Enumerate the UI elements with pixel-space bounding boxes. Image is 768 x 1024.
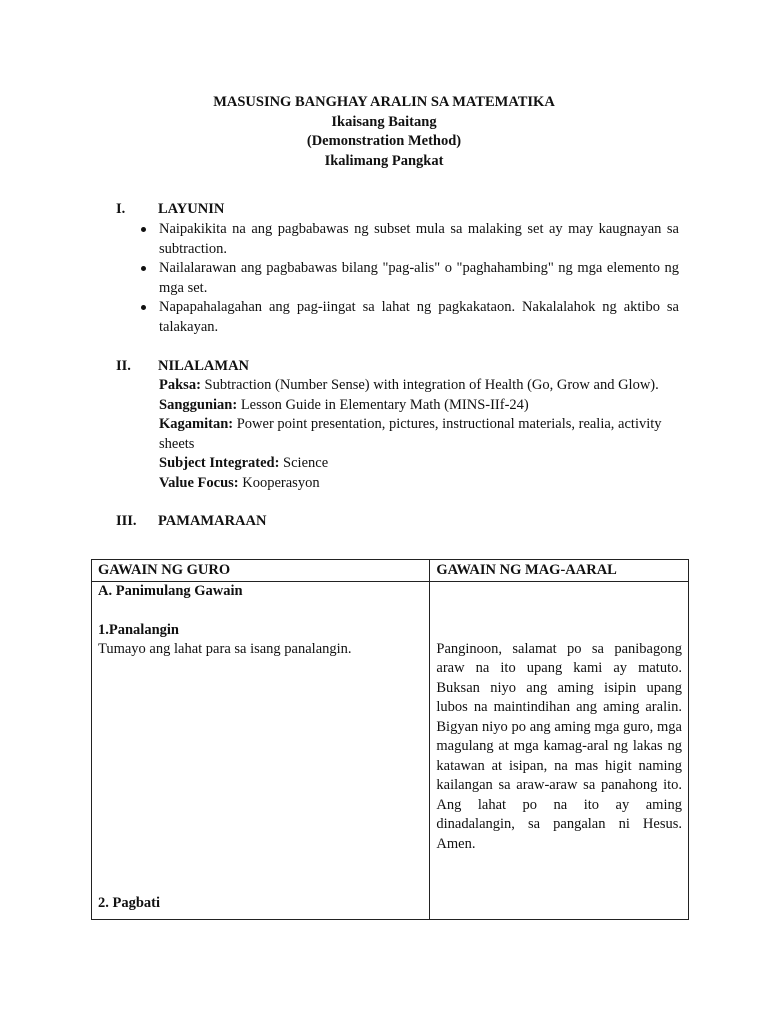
value-focus-line: Value Focus: Kooperasyon (159, 474, 320, 491)
student-activity-cell (430, 581, 689, 919)
section-layunin-heading (116, 200, 224, 220)
objective-item: Nailalarawan ang pagbabawas bilang "pag-alis" o "paghahambing" ng mga elemento ng mga set. (159, 259, 679, 298)
table-header-row (92, 560, 689, 582)
student-column-header: GAWAIN NG MAG-AARAL (430, 560, 689, 582)
section-number: I. (116, 201, 126, 217)
section-pamamaraan-heading (116, 512, 266, 532)
teacher-activity-cell (92, 581, 430, 919)
group-name: Ikalimang Pangkat (324, 152, 444, 169)
teaching-method: (Demonstration Method) (306, 133, 462, 149)
section-nilalaman-heading (116, 357, 249, 377)
paksa-line: Paksa: Subtraction (Number Sense) with integration of Health (Go, Grow and Glow). (159, 377, 659, 393)
section-number: III. (116, 513, 137, 529)
section-title: NILALAMAN (158, 358, 250, 374)
objectives-list (159, 220, 679, 337)
section-title: PAMAMARAAN (158, 513, 267, 529)
content-details (159, 376, 679, 493)
step-prayer-text: Tumayo ang lahat para sa isang panalangin. (98, 641, 352, 657)
objective-item: Naipakikita na ang pagbabawas ng subset mula sa malaking set ay may kaugnayan sa subtraction. (159, 220, 679, 259)
teacher-column-header: GAWAIN NG GURO (92, 560, 430, 582)
section-title: LAYUNIN (158, 201, 225, 217)
lesson-plan-header (0, 93, 768, 171)
grade-level: Ikaisang Baitang (331, 113, 437, 130)
section-a-title: A. Panimulang Gawain (98, 582, 243, 599)
kagamitan-line: Kagamitan: Power point presentation, pictures, instructional materials, realia, activity sheets (159, 416, 662, 452)
section-number: II. (116, 358, 131, 374)
student-prayer-text: Panginoon, salamat po sa panibagong araw na ito upang kami ay matuto. Buksan niyo ang aming isipin upang lubos na maintindihan ang aming aralin. Bigyan niyo po ang aming mga guro, mga magulang at mga kamag-aral ng lakas ng katawan at isipan, na mas higit naming kailangan sa araw-araw sa panahong ito. Ang lahat po na ito ay aming dinadalangin, sa pangalan ni Hesus. Amen. (436, 640, 682, 852)
step-greeting-title: 2. Pagbati (98, 894, 161, 911)
subject-integrated-line: Subject Integrated: Science (159, 455, 329, 471)
objective-item: Napapahalagahan ang pag-iingat sa lahat ng pagkakataon. Nakalalahok ng aktibo sa talakayan. (159, 298, 679, 337)
procedure-table (91, 559, 689, 920)
table-row (92, 581, 689, 919)
step-prayer-title: 1.Panalangin (98, 621, 179, 638)
document-title: MASUSING BANGHAY ARALIN SA MATEMATIKA (213, 94, 555, 110)
sanggunian-line: Sanggunian: Lesson Guide in Elementary Math (MINS-IIf-24) (159, 396, 529, 413)
